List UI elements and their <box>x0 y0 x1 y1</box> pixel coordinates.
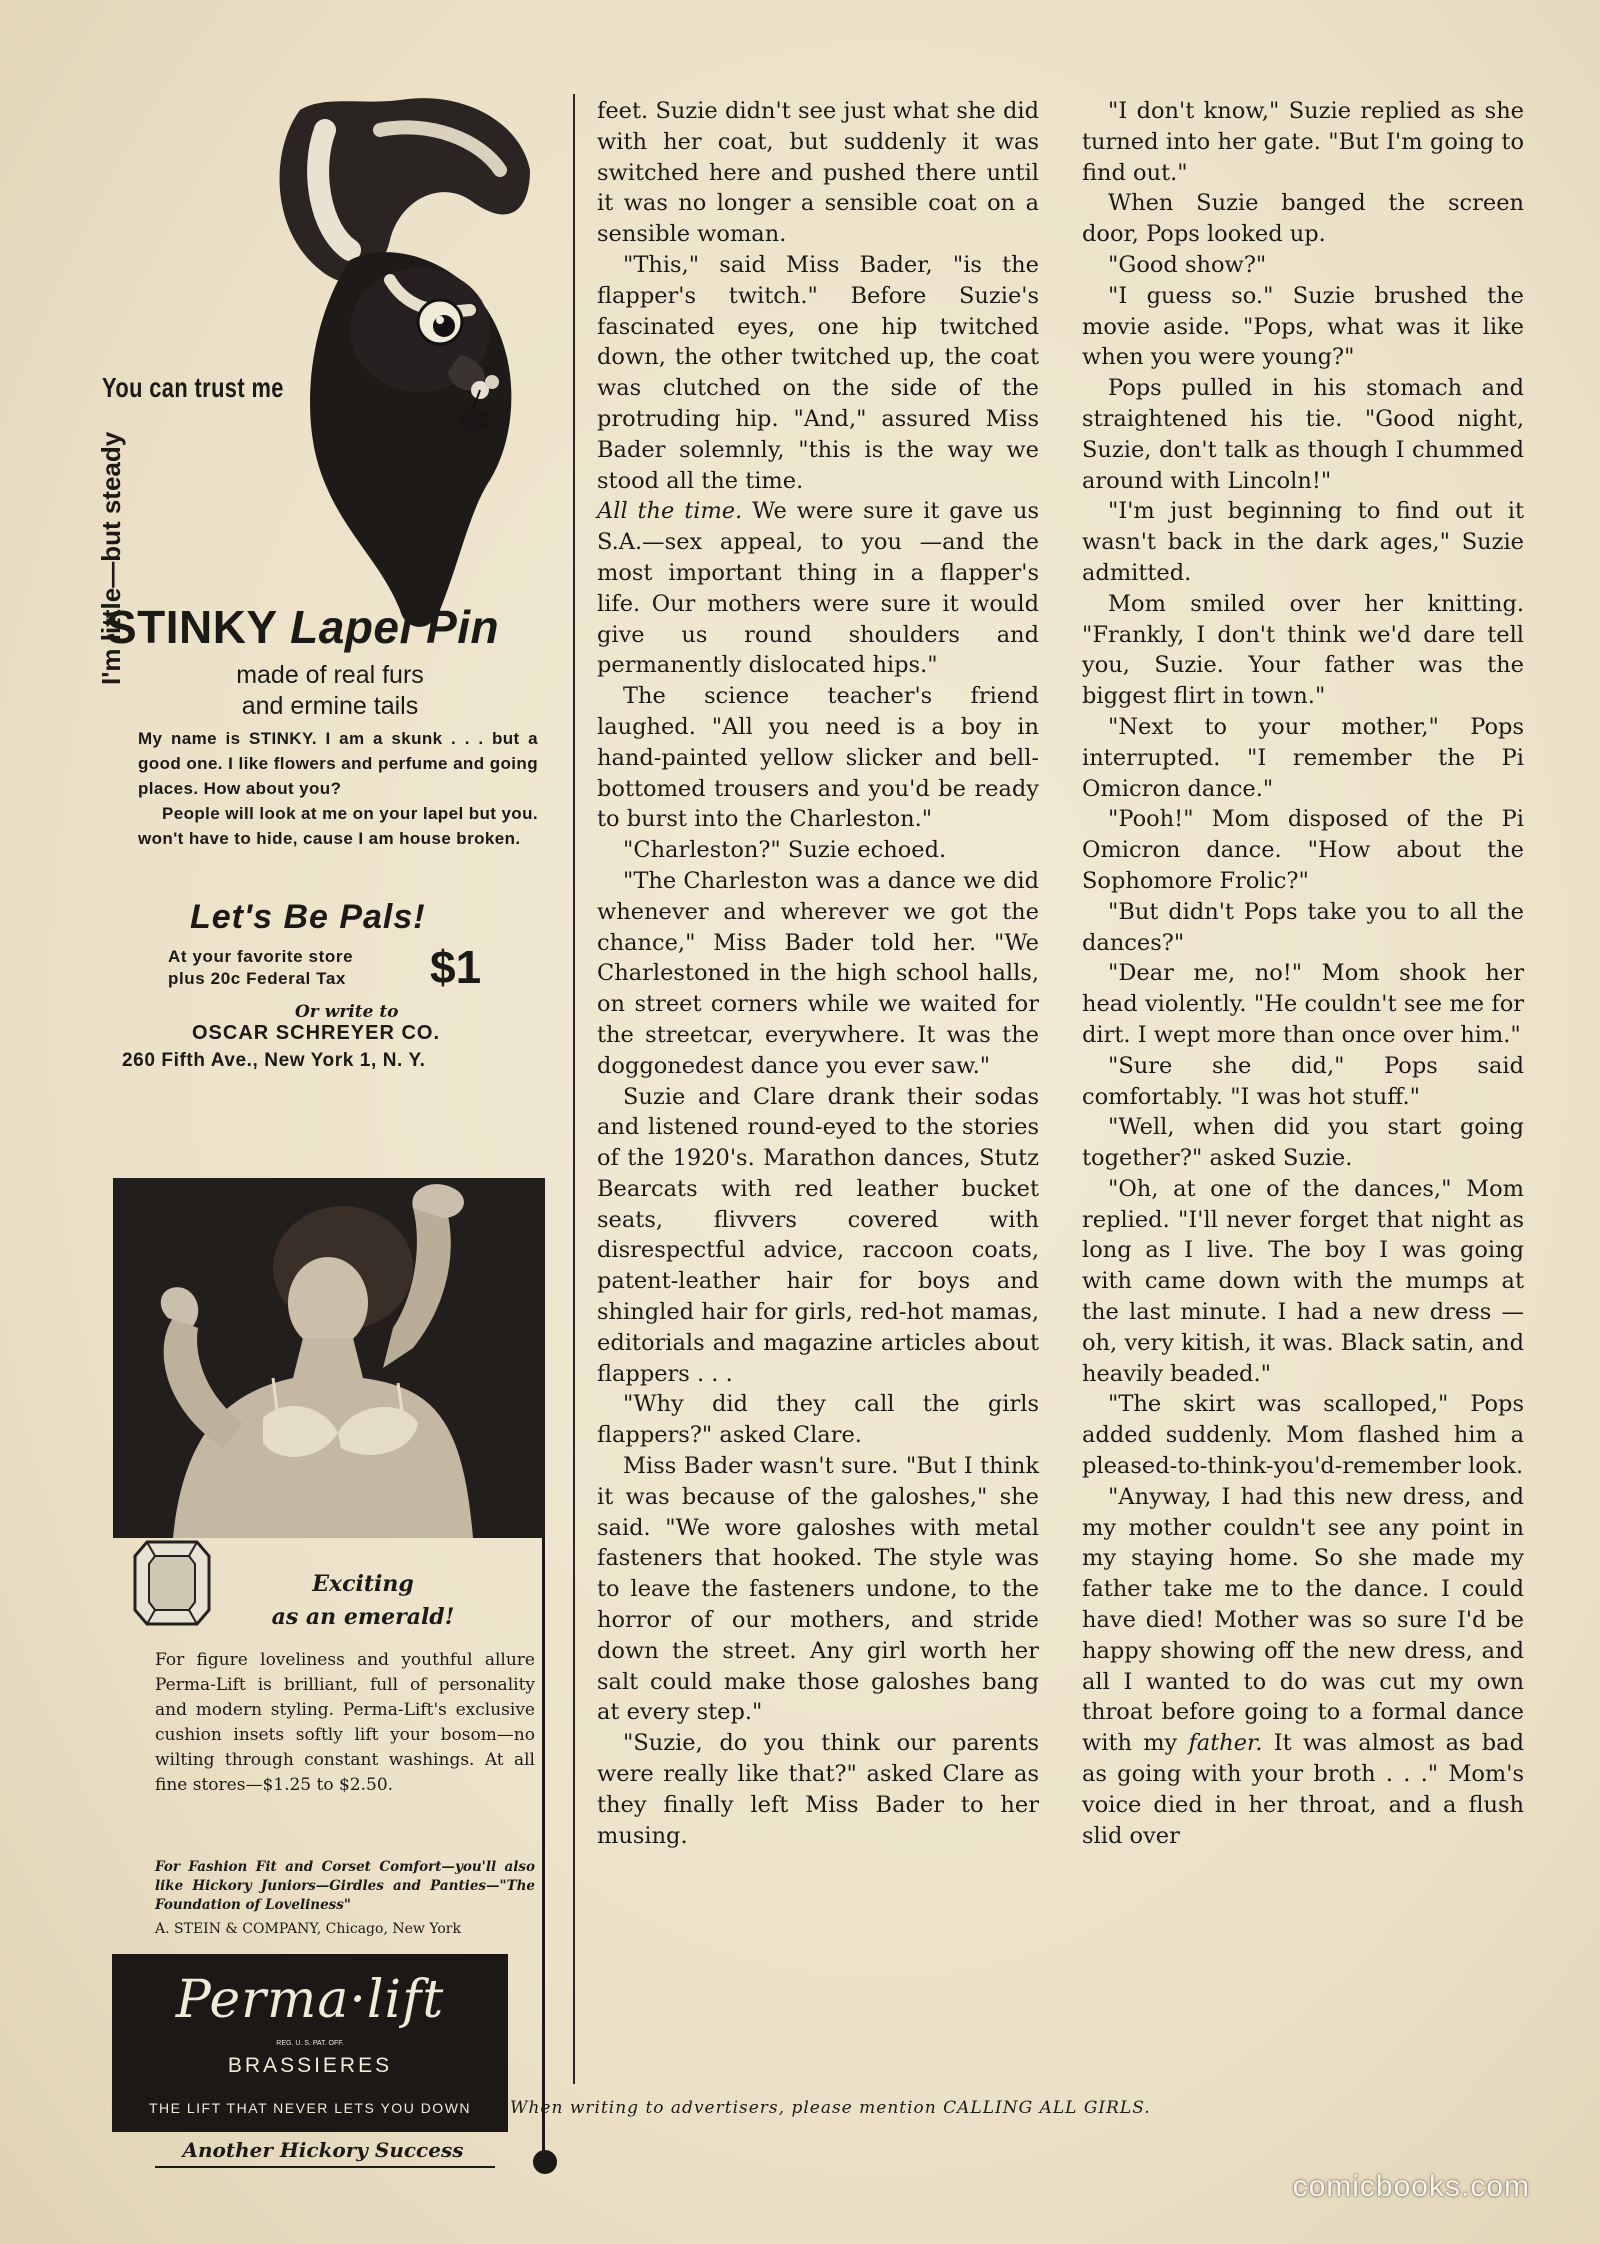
perma-headline <box>238 1568 488 1634</box>
story-paragraph: "Well, when did you start going together?" asked Suzie. <box>1082 1114 1524 1172</box>
perma-lift-advertisement <box>113 1178 545 2162</box>
emerald-gem-icon <box>133 1538 211 1628</box>
story-paragraph: "I'm just beginning to find out it wasn't back in the dark ages," Suzie admitted. <box>1082 498 1524 586</box>
story-paragraph: "This," said Miss Bader, "is the flapper's twitch." Before Suzie's fascinated eyes, one hip twitched down, the other twitched up, the coat was clutched on the side of the protruding hip. "And," assured Miss Bader solemnly, "this is the way we stood all the time. <box>597 251 1039 494</box>
perma-company: A. STEIN & COMPANY, Chicago, New York <box>155 1921 461 1937</box>
story-paragraph: "I don't know," Suzie replied as she turned into her gate. "But I'm going to find out." <box>1082 98 1524 186</box>
story-paragraph: "Oh, at one of the dances," Mom replied. "I'll never forget that night as long as I live. The boy I was going with came down with the mumps at the last minute. I had a new dress —oh, very kitish, it was. Black satin, and heavily beaded." <box>1082 1175 1524 1387</box>
story-column-middle <box>597 96 1039 1851</box>
logo-tagline: THE LIFT THAT NEVER LETS YOU DOWN <box>148 2100 472 2116</box>
story-paragraph: "Why did they call the girls flappers?" asked Clare. <box>597 1391 1039 1449</box>
story-paragraph: "Next to your mother," Pops interrupted. "I remember the Pi Omicron dance." <box>1082 713 1524 802</box>
perma-headline-line-2: as an emerald! <box>271 1604 455 1630</box>
story-text: "Anyway, I had this new dress, and my mother couldn't see any point in my staying home. So she made my father take me to the dance. I could have died! Mother was so sure I'd be happy showing off the new dress, and all I wanted to do was cut my own throat before going to a formal dance with my <box>1082 1483 1524 1757</box>
story-emphasis: father. <box>1188 1730 1263 1757</box>
pals-headline: Let's Be Pals! <box>190 898 426 936</box>
write-to-text: Or write to <box>295 1002 399 1022</box>
story-paragraph: "Dear me, no!" Mom shook her head violently. "He couldn't see me for dirt. I wept more than once over him." <box>1082 960 1524 1048</box>
ad-end-dot <box>533 2150 557 2174</box>
company-address: 260 Fifth Ave., New York 1, N. Y. <box>122 1050 426 1071</box>
story-paragraph: "Pooh!" Mom disposed of the Pi Omicron dance. "How about the Sophomore Frolic?" <box>1082 806 1524 894</box>
story-paragraph: When Suzie banged the screen door, Pops looked up. <box>1082 190 1524 248</box>
logo-script-text: Perma·lift <box>175 1970 445 2030</box>
made-of-line-1: made of real furs <box>236 661 424 689</box>
story-paragraph: Pops pulled in his stomach and straightened his tie. "Good night, Suzie, don't talk as though I chummed around with Lincoln!" <box>1082 375 1524 494</box>
story-paragraph: "Good show?" <box>1108 251 1267 278</box>
trust-tagline: You can trust me <box>102 372 284 403</box>
perma-small-print: For Fashion Fit and Corset Comfort—you'll also like Hickory Juniors—Girdles and Panties—"The Foundation of Loveliness" <box>155 1859 535 1913</box>
made-of-line-2: and ermine tails <box>241 692 419 720</box>
hickory-signoff: Another Hickory Success <box>182 2138 464 2162</box>
perma-body-copy: For figure loveliness and youthful allure Perma-Lift is brilliant, full of personality and modern styling. Perma-Lift's exclusive cushion insets softly lift your bosom—no wilting through constant washings. At all fine stores—$1.25 to $2.50. <box>155 1650 535 1795</box>
story-paragraph: "Suzie, do you think our parents were really like that?" asked Clare as they finally left Miss Bader to her musing. <box>597 1730 1039 1849</box>
made-of-text <box>160 660 500 722</box>
stinky-advertisement <box>96 80 560 1080</box>
story-text: We were sure it gave us S.A.—sex appeal, to you —and the most important thing in a flapper's life. Our mothers were sure it would give us round shoulders and permanently dislocated hips." <box>597 498 1039 679</box>
woman-in-brassiere-photo <box>113 1178 545 1538</box>
vertical-tagline: I'm little—but steady <box>96 431 126 685</box>
skunk-ad-copy <box>138 726 538 851</box>
perma-headline-line-1: Exciting <box>312 1571 414 1597</box>
story-paragraph: "Charleston?" Suzie echoed. <box>623 837 947 864</box>
story-paragraph <box>1082 1482 1524 1852</box>
perma-lift-logo <box>112 1954 508 2132</box>
source-watermark: comicbooks.com <box>1292 2170 1530 2203</box>
store-line-2: plus 20c Federal Tax <box>168 969 346 988</box>
logo-registration: REG. U. S. PAT. OFF. <box>276 2040 344 2047</box>
story-paragraph: "The Charleston was a dance we did whenever and wherever we got the chance," Miss Bader told her. "We Charlestoned in the high school halls, on street corners while we waited for the streetcar, everywhere. It was the doggonedest dance you ever saw." <box>597 867 1039 1079</box>
store-line-1: At your favorite store <box>168 947 354 966</box>
logo-brand-text: BRASSIERES <box>227 2054 393 2077</box>
column-divider <box>573 94 575 2084</box>
skunk-illustration <box>230 90 570 650</box>
story-paragraph: feet. Suzie didn't see just what she did with her coat, but suddenly it was switched here and pushed there until it was no longer a sensible coat on a sensible woman. <box>597 98 1039 248</box>
story-paragraph: Miss Bader wasn't sure. "But I think it was because of the galoshes," she said. "We wore galoshes with metal fasteners that hooked. The style was to leave the fasteners undone, to the horror of our mothers, and stride down the street. Any girl worth her salt could make those galoshes bang at every step." <box>597 1453 1039 1726</box>
story-paragraph: "Sure she did," Pops said comfortably. "I was hot stuff." <box>1082 1052 1524 1110</box>
perma-lift-copy-panel <box>113 1538 545 2162</box>
skunk-copy-paragraph: My name is STINKY. I am a skunk . . . but a good one. I like flowers and perfume and going places. How about you? <box>138 729 538 798</box>
photo-illustration <box>113 1178 545 1538</box>
story-emphasis: All the time. <box>597 498 743 525</box>
price-tag: $1 <box>430 941 482 993</box>
signoff-underline <box>155 2166 495 2168</box>
store-info <box>168 946 353 990</box>
company-name: OSCAR SCHREYER CO. <box>192 1022 441 1044</box>
advertiser-note: When writing to advertisers, please mention CALLING ALL GIRLS. <box>510 2098 1151 2118</box>
story-paragraph <box>597 496 1039 681</box>
story-column-right <box>1082 96 1524 1851</box>
story-paragraph: Mom smiled over her knitting. "Frankly, I don't think we'd dare tell you, Suzie. Your father was the biggest flirt in town." <box>1082 590 1524 710</box>
stinky-title <box>106 600 499 654</box>
story-text: It was almost as bad as going with your broth . . ." Mom's voice died in her throat, and a flush slid over <box>1082 1730 1524 1849</box>
story-paragraph: The science teacher's friend laughed. "All you need is a boy in hand-painted yellow slicker and bell-bottomed trousers and you'd be ready to burst into the Charleston." <box>597 683 1039 833</box>
story-paragraph: Suzie and Clare drank their sodas and listened round-eyed to the stories of the 1920's. Marathon dances, Stutz Bearcats with red leather bucket seats, flivvers covered with disrespectful advice, raccoon coats, patent-leather hair for boys and shingled hair for girls, red-hot mamas, editorials and magazine articles about flappers . . . <box>597 1083 1039 1387</box>
skunk-copy-paragraph: People will look at me on your lapel but you. won't have to hide, cause I am house broken. <box>138 804 538 848</box>
stinky-title-italic: Lapel Pin <box>290 601 500 653</box>
page-number: 54 <box>110 2090 140 2116</box>
story-paragraph: "But didn't Pops take you to all the dances?" <box>1082 898 1524 956</box>
story-paragraph: "I guess so." Suzie brushed the movie aside. "Pops, what was it like when you were young?" <box>1082 282 1524 371</box>
stinky-title-bold: STINKY <box>106 601 277 653</box>
story-paragraph: "The skirt was scalloped," Pops added suddenly. Mom flashed him a pleased-to-think-you'd-remember look. <box>1082 1391 1524 1480</box>
